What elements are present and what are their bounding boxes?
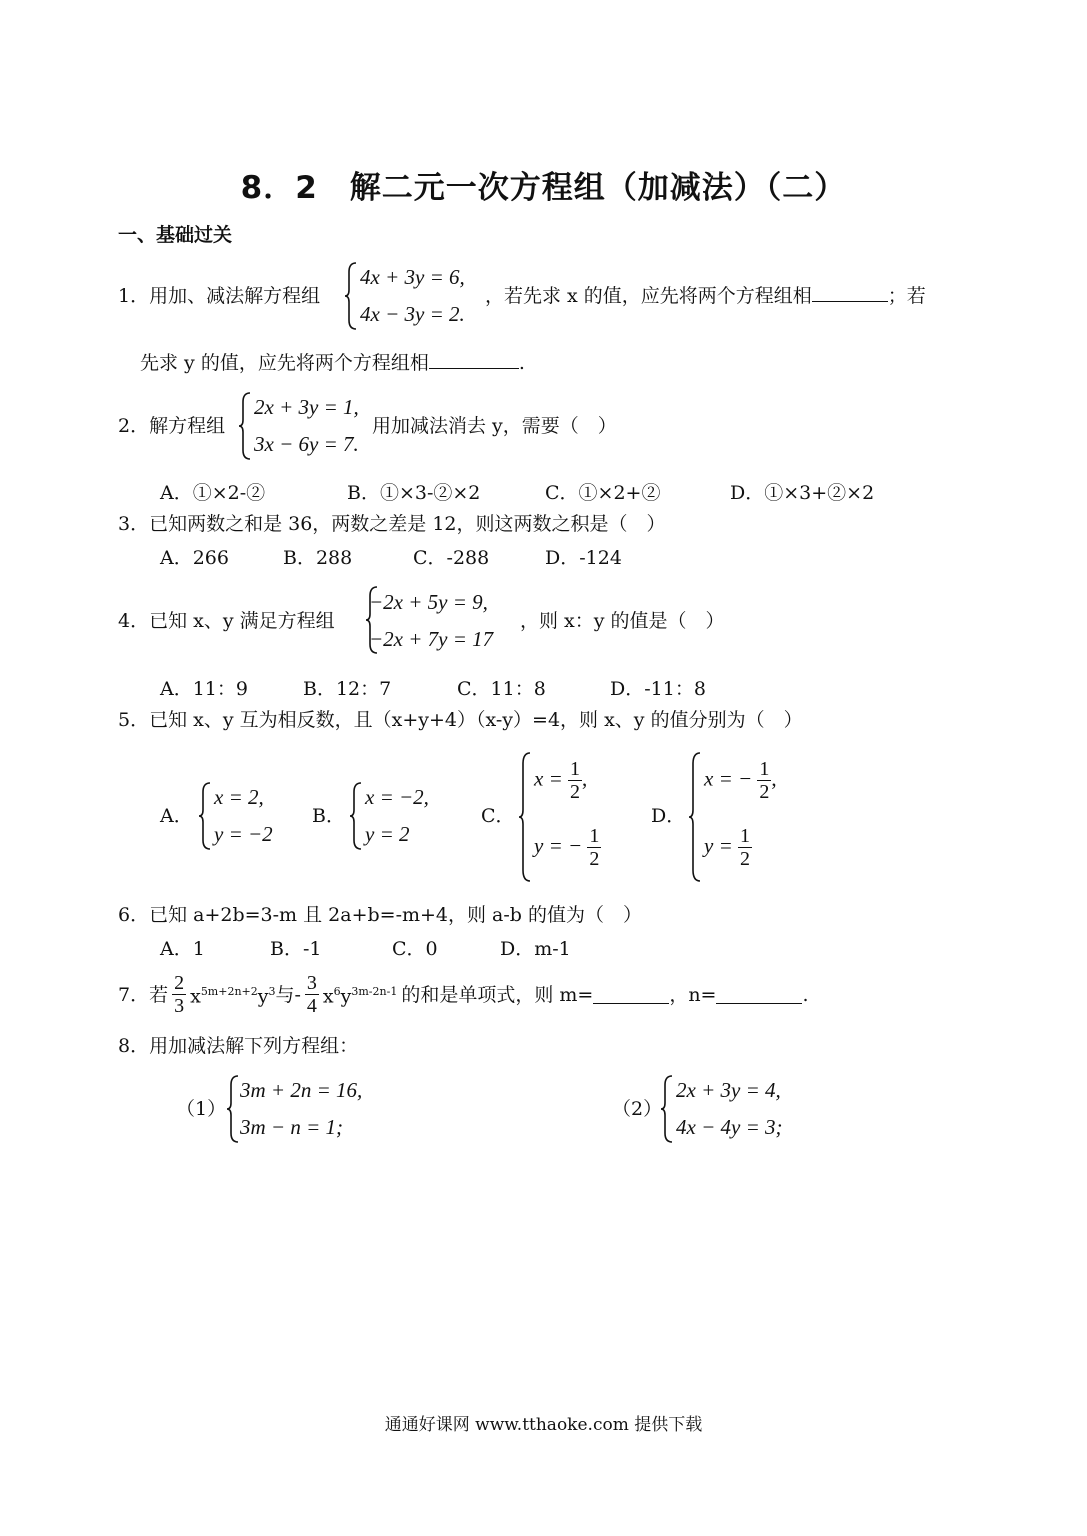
q7-prefix: 7．若 — [118, 983, 169, 1006]
q8-p2-equation-2: 4x − 4y = 3; — [676, 1115, 783, 1139]
q8-text: 8．用加减法解下列方程组： — [118, 1035, 359, 1057]
q6-option-d[interactable]: D．m-1 — [500, 938, 571, 960]
q7-f2-num: 3 — [306, 972, 317, 994]
q8-part-2-label: （2） — [612, 1098, 663, 1120]
q5-d-eq1-num: 1 — [759, 758, 770, 780]
q5-d-eq2-den: 2 — [740, 848, 750, 870]
q1-prefix: 1．用加、减法解方程组 — [118, 285, 321, 307]
q7-suffix: 的和是单项式，则 m= — [401, 983, 594, 1006]
q5-a-eq2: y = −2 — [214, 822, 273, 846]
q5-d-brace — [688, 752, 702, 882]
q5-option-c-label[interactable]: C． — [481, 805, 515, 827]
q1-blank-1[interactable] — [812, 283, 888, 302]
q7-end: . — [802, 983, 809, 1006]
q7-term-1 — [190, 979, 275, 1009]
q4-option-b[interactable]: B．12：7 — [303, 678, 392, 700]
q3-option-a[interactable]: A．266 — [160, 547, 229, 569]
q5-d-eq2-lhs: y = — [704, 833, 733, 858]
q5-text: 5．已知 x、y 互为相反数，且（x+y+4）（x-y）=4，则 x、y 的值分别为（ ） — [118, 709, 803, 731]
q1-equation-1: 4x + 3y = 6, — [360, 265, 465, 289]
q8-p1-equation-1: 3m + 2n = 16, — [240, 1078, 363, 1102]
q7-t1-exponent: 5m+2n+2 — [200, 985, 258, 999]
q5-c-eq2-fraction — [587, 825, 601, 870]
q7-f1-num: 2 — [174, 972, 185, 994]
q1-equation-2: 4x − 3y = 2. — [360, 302, 465, 326]
q2-option-d[interactable]: D．①×3+②×2 — [730, 482, 875, 504]
q7-t2b-base: y — [340, 985, 352, 1008]
q5-c-eq1-lhs: x = — [534, 766, 563, 791]
q7-f2-den: 4 — [306, 995, 317, 1017]
q1-middle-text — [485, 283, 926, 309]
q5-c-eq1-fraction — [568, 758, 582, 803]
question-7 — [118, 972, 809, 1017]
page-footer: 通通好课网 www.tthaoke.com 提供下载 — [384, 1415, 703, 1435]
q2-option-a[interactable]: A．①×2-② — [160, 482, 266, 504]
q7-t2-exponent: 6 — [333, 985, 341, 999]
q1-end-text: ；若 — [887, 285, 926, 307]
q2-equation-2: 3x − 6y = 7. — [254, 432, 359, 456]
q5-d-eq2-num: 1 — [740, 825, 750, 847]
q5-d-eq2-fraction — [738, 825, 752, 870]
q5-b-eq1: x = −2, — [365, 785, 429, 809]
q7-blank-m[interactable] — [593, 985, 669, 1004]
q4-option-d[interactable]: D．-11：8 — [610, 678, 706, 700]
q5-d-eq2 — [704, 825, 752, 870]
q6-option-b[interactable]: B．-1 — [270, 938, 322, 960]
q5-d-eq1-comma: , — [771, 766, 777, 791]
q7-blank-n[interactable] — [716, 985, 802, 1004]
q2-brace — [238, 392, 252, 460]
q5-d-eq1-lhs: x = − — [704, 766, 753, 791]
q1-blank-2[interactable] — [429, 350, 519, 369]
q5-c-eq1-comma: , — [582, 766, 588, 791]
q5-c-eq1 — [534, 758, 587, 803]
q5-c-eq2 — [534, 825, 601, 870]
q8-p1-brace — [226, 1075, 240, 1143]
q3-option-c[interactable]: C．-288 — [413, 547, 490, 569]
q3-option-d[interactable]: D．-124 — [545, 547, 622, 569]
q5-b-eq2: y = 2 — [365, 822, 410, 846]
q2-prefix: 2．解方程组 — [118, 415, 226, 437]
section-heading: 一、基础过关 — [118, 224, 233, 246]
q8-p2-equation-1: 2x + 3y = 4, — [676, 1078, 781, 1102]
q6-option-c[interactable]: C．0 — [392, 938, 438, 960]
q8-p2-brace — [660, 1075, 674, 1143]
q8-p1-equation-2: 3m − n = 1; — [240, 1115, 344, 1139]
q7-term-2 — [323, 979, 397, 1009]
q4-option-c[interactable]: C．11：8 — [457, 678, 546, 700]
q5-option-d-label[interactable]: D． — [651, 805, 686, 827]
q5-d-eq1 — [704, 758, 777, 803]
q5-c-eq1-num: 1 — [570, 758, 580, 780]
q2-suffix: 用加减法消去 y，需要（ ） — [372, 415, 617, 437]
q7-fraction-2 — [305, 972, 319, 1017]
q6-option-a[interactable]: A．1 — [160, 938, 205, 960]
q5-c-eq1-den: 2 — [570, 781, 580, 803]
q7-t1b-exponent: 3 — [268, 985, 276, 999]
q7-t1-base: x — [190, 985, 201, 1008]
q5-c-eq2-num: 1 — [589, 825, 600, 847]
q3-option-b[interactable]: B．288 — [283, 547, 353, 569]
q4-equation-2: −2x + 7y = 17 — [369, 627, 494, 651]
q3-text: 3．已知两数之和是 36，两数之差是 12，则这两数之积是（ ） — [118, 513, 666, 535]
q7-t2b-exponent: 3m-2n-1 — [351, 985, 398, 999]
q8-part-1-label: （1） — [176, 1098, 227, 1120]
page-title: 8．2 解二元一次方程组（加减法）（二） — [240, 170, 847, 206]
q4-equation-1: −2x + 5y = 9, — [369, 590, 488, 614]
q4-prefix: 4．已知 x、y 满足方程组 — [118, 610, 335, 632]
q2-option-c[interactable]: C．①×2+② — [545, 482, 661, 504]
q1-line2-text: 先求 y 的值，应先将两个方程组相 — [140, 352, 429, 374]
q5-c-eq2-den: 2 — [589, 848, 600, 870]
q7-comma: ，n= — [669, 983, 717, 1006]
q5-option-a-label[interactable]: A． — [160, 805, 193, 827]
q1-mid-text: ，若先求 x 的值，应先将两个方程组相 — [485, 285, 812, 307]
q1-line-2 — [140, 350, 525, 376]
q1-line2-end: . — [518, 352, 525, 374]
q4-option-a[interactable]: A．11：9 — [160, 678, 248, 700]
q5-d-eq1-den: 2 — [759, 781, 770, 803]
q1-brace — [344, 262, 358, 330]
q6-text: 6．已知 a+2b=3-m 且 2a+b=-m+4，则 a-b 的值为（ ） — [118, 904, 643, 926]
q5-a-brace — [198, 782, 212, 850]
q5-c-eq2-lhs: y = − — [534, 833, 583, 858]
q5-a-eq1: x = 2, — [214, 785, 264, 809]
q5-option-b-label[interactable]: B． — [312, 805, 345, 827]
q7-middle: 与- — [275, 983, 301, 1006]
q7-fraction-1 — [172, 972, 186, 1017]
q2-equation-1: 2x + 3y = 1, — [254, 395, 359, 419]
q5-c-brace — [518, 752, 532, 882]
q4-suffix: ，则 x：y 的值是（ ） — [520, 610, 725, 632]
q5-d-eq1-fraction — [757, 758, 771, 803]
q7-t1b-base: y — [257, 985, 269, 1008]
q7-t2-base: x — [322, 985, 334, 1008]
q5-b-brace — [349, 782, 363, 850]
q7-f1-den: 3 — [174, 995, 185, 1017]
q2-option-b[interactable]: B．①×3-②×2 — [347, 482, 481, 504]
